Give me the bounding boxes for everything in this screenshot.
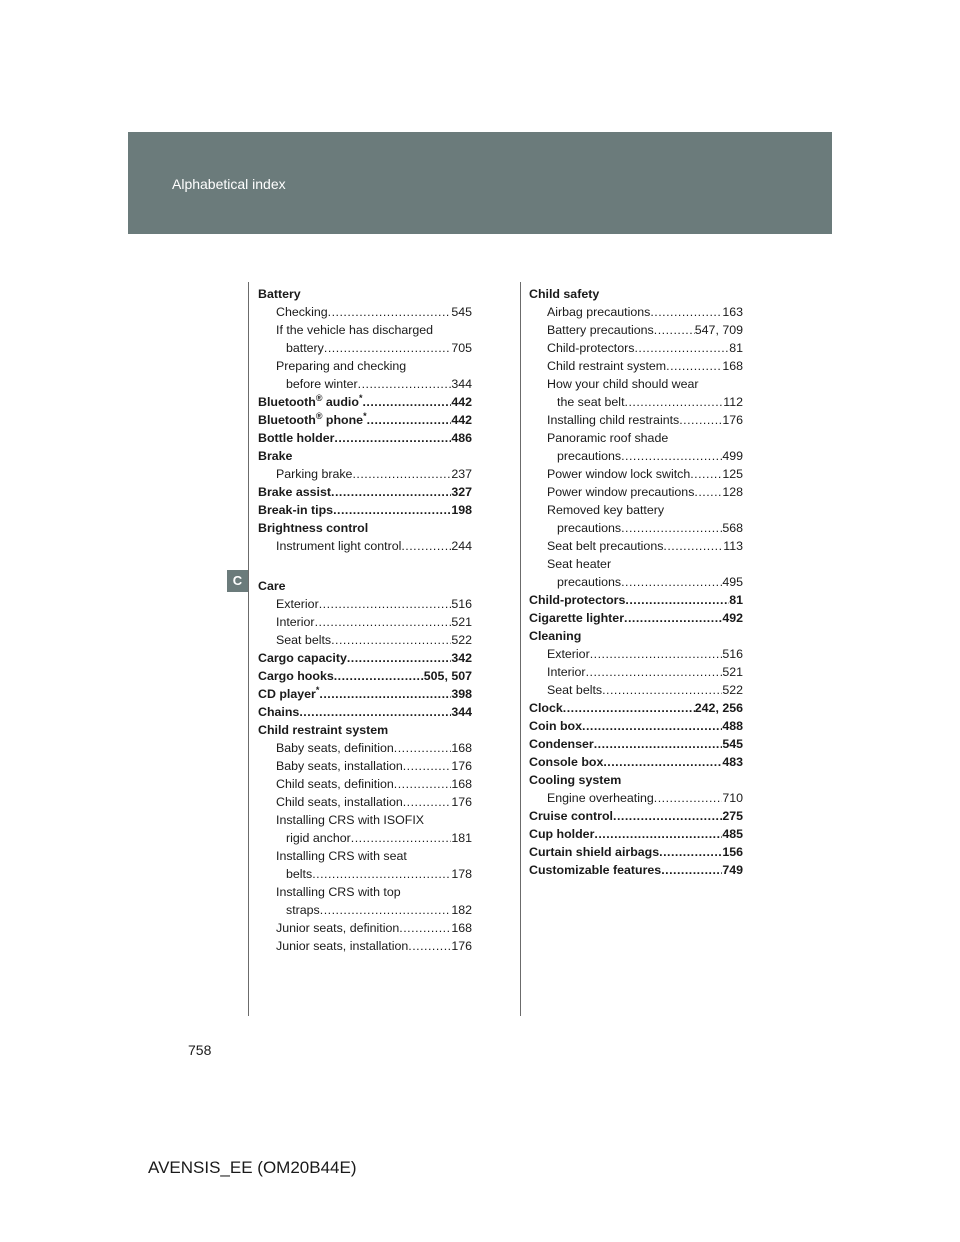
entry-label: Interior [547, 665, 586, 679]
dot-leader [334, 667, 424, 685]
entry-label: Cigarette lighter [529, 611, 625, 625]
index-subentry [258, 375, 472, 393]
entry-page[interactable]: 112 [723, 395, 743, 409]
index-subentry-text: If the vehicle has discharged [276, 323, 434, 337]
entry-page[interactable]: 749 [722, 863, 743, 877]
index-subentry [258, 465, 472, 483]
entry-page[interactable]: 181 [451, 831, 472, 845]
index-entry [529, 609, 743, 627]
dot-leader [613, 807, 722, 825]
dot-leader [331, 483, 451, 501]
dot-leader [403, 757, 452, 775]
dot-leader [331, 631, 451, 649]
index-subentry [529, 393, 743, 411]
index-subentry [258, 775, 472, 793]
entry-page[interactable]: 168 [451, 741, 472, 755]
index-subentry [258, 937, 472, 955]
index-subentry [529, 663, 743, 681]
index-subentry [529, 465, 743, 483]
index-entry [529, 825, 743, 843]
index-entry [529, 861, 743, 879]
entry-page[interactable]: 521 [722, 665, 743, 679]
dot-leader [334, 429, 451, 447]
index-entry [529, 753, 743, 771]
index-entry [529, 807, 743, 825]
dot-leader [621, 519, 722, 537]
entry-page[interactable]: 545 [722, 737, 743, 751]
index-subentry [258, 901, 472, 919]
entry-label: Child-protectors [547, 341, 635, 355]
entry-page[interactable]: 342 [451, 651, 472, 665]
index-subentry-text: Preparing and checking [276, 359, 407, 373]
dot-leader [666, 357, 722, 375]
dot-leader [654, 321, 695, 339]
entry-page[interactable]: 176 [451, 759, 472, 773]
entry-page[interactable]: 244 [451, 539, 472, 553]
entry-page[interactable]: 705 [451, 341, 472, 355]
entry-label: Baby seats, definition [276, 741, 394, 755]
index-heading: Child safety [529, 287, 600, 301]
entry-label: Parking brake [276, 467, 353, 481]
dot-leader [634, 339, 729, 357]
dot-leader [394, 775, 452, 793]
entry-label: Installing child restraints [547, 413, 680, 427]
index-entry [258, 685, 472, 703]
index-entry [258, 393, 472, 411]
entry-page[interactable]: 178 [451, 867, 472, 881]
dot-leader [582, 717, 722, 735]
entry-page[interactable]: 442 [451, 413, 472, 427]
index-subentry [258, 793, 472, 811]
index-subentry [529, 339, 743, 357]
dot-leader [663, 537, 723, 555]
index-subentry-text: Installing CRS with seat [276, 849, 407, 863]
dot-leader [602, 681, 722, 699]
dot-leader [621, 447, 722, 465]
entry-page[interactable]: 442 [451, 395, 472, 409]
index-entry [258, 483, 472, 501]
entry-page[interactable]: 398 [451, 687, 472, 701]
dot-leader [624, 609, 722, 627]
index-subentry-text: Installing CRS with ISOFIX [276, 813, 425, 827]
dot-leader [594, 735, 723, 753]
index-subentry [529, 789, 743, 807]
entry-page[interactable]: 485 [722, 827, 743, 841]
entry-label: straps [286, 903, 320, 917]
entry-page[interactable]: 81 [729, 593, 743, 607]
entry-label: Console box [529, 755, 604, 769]
entry-label: Seat belts [547, 683, 603, 697]
entry-label: Cargo hooks [258, 669, 334, 683]
index-entry [258, 429, 472, 447]
entry-label: CD player* [258, 684, 320, 701]
index-subentry-text: Removed key battery [547, 503, 665, 517]
dot-leader [328, 303, 452, 321]
entry-label: Chains [258, 705, 300, 719]
index-subentry [529, 321, 743, 339]
entry-page[interactable]: 156 [722, 845, 743, 859]
entry-page[interactable]: 344 [451, 377, 472, 391]
entry-label: Cruise control [529, 809, 613, 823]
entry-label: Exterior [547, 647, 590, 661]
index-column-left [258, 285, 472, 955]
entry-page[interactable]: 125 [722, 467, 743, 481]
dot-leader [563, 699, 695, 717]
dot-leader [367, 411, 452, 429]
index-subentry [529, 519, 743, 537]
index-subentry-text: Seat heater [547, 557, 612, 571]
index-heading: Child restraint system [258, 723, 389, 737]
entry-page[interactable]: 163 [722, 305, 743, 319]
dot-leader [358, 375, 452, 393]
entry-page[interactable]: 237 [451, 467, 472, 481]
index-subentry [258, 339, 472, 357]
entry-label: the seat belt [557, 395, 625, 409]
entry-page[interactable]: 516 [722, 647, 743, 661]
dot-leader [403, 793, 452, 811]
index-entry [258, 667, 472, 685]
dot-leader [661, 861, 722, 879]
dot-leader [590, 645, 723, 663]
dot-leader [625, 591, 729, 609]
entry-page[interactable]: 198 [451, 503, 472, 517]
entry-label: Bluetooth® audio* [258, 392, 363, 409]
index-subentry-text: How your child should wear [547, 377, 699, 391]
dot-leader [659, 843, 722, 861]
left-column-rule [248, 282, 249, 1016]
entry-page[interactable]: 505, 507 [423, 669, 472, 683]
entry-label: battery [286, 341, 324, 355]
entry-label: Seat belt precautions [547, 539, 664, 553]
page-title: Alphabetical index [172, 176, 286, 192]
header-band [128, 132, 832, 234]
dot-leader [324, 339, 451, 357]
entry-label: Junior seats, installation [276, 939, 409, 953]
index-subentry [258, 865, 472, 883]
entry-page[interactable]: 168 [451, 921, 472, 935]
entry-label: Child seats, installation [276, 795, 403, 809]
index-subentry [529, 645, 743, 663]
entry-page[interactable]: 182 [451, 903, 472, 917]
entry-page[interactable]: 495 [722, 575, 743, 589]
entry-page[interactable]: 168 [451, 777, 472, 791]
entry-label: Child seats, definition [276, 777, 394, 791]
index-entry [529, 591, 743, 609]
entry-page[interactable]: 176 [451, 939, 472, 953]
entry-label: Exterior [276, 597, 319, 611]
entry-label: Coin box [529, 719, 582, 733]
index-heading: Brake [258, 449, 293, 463]
entry-label: Cup holder [529, 827, 595, 841]
index-column-right [529, 285, 743, 879]
document-code: AVENSIS_EE (OM20B44E) [148, 1158, 357, 1177]
dot-leader [679, 411, 722, 429]
dot-leader [394, 739, 452, 757]
index-subentry [529, 303, 743, 321]
index-entry [529, 699, 743, 717]
entry-page[interactable]: 168 [722, 359, 743, 373]
entry-label: Cargo capacity [258, 651, 347, 665]
dot-leader [625, 393, 724, 411]
index-heading: Battery [258, 287, 301, 301]
dot-leader [690, 465, 722, 483]
dot-leader [299, 703, 451, 721]
index-entry [258, 703, 472, 721]
entry-page[interactable]: 545 [451, 305, 472, 319]
dot-leader [319, 595, 452, 613]
entry-label: Junior seats, definition [276, 921, 400, 935]
entry-label: Break-in tips [258, 503, 334, 517]
index-subentry [529, 357, 743, 375]
entry-label: precautions [557, 521, 622, 535]
entry-label: Brake assist [258, 485, 332, 499]
entry-page[interactable]: 522 [722, 683, 743, 697]
index-subentry [258, 613, 472, 631]
dot-leader [315, 613, 452, 631]
entry-label: before winter [286, 377, 358, 391]
index-subentry [258, 757, 472, 775]
entry-page[interactable]: 128 [722, 485, 743, 499]
entry-label: Checking [276, 305, 328, 319]
index-heading: Brightness control [258, 521, 369, 535]
index-entry [258, 649, 472, 667]
dot-leader [694, 483, 722, 501]
entry-label: belts [286, 867, 313, 881]
entry-label: Seat belts [276, 633, 332, 647]
dot-leader [312, 865, 451, 883]
index-entry [258, 501, 472, 519]
index-entry [529, 843, 743, 861]
index-subentry [258, 829, 472, 847]
dot-leader [352, 465, 451, 483]
index-entry [258, 411, 472, 429]
index-entry [529, 717, 743, 735]
entry-label: Child-protectors [529, 593, 626, 607]
entry-page[interactable]: 522 [451, 633, 472, 647]
index-subentry [258, 303, 472, 321]
entry-page[interactable]: 176 [451, 795, 472, 809]
entry-page[interactable]: 113 [723, 539, 743, 553]
entry-page[interactable]: 242, 256 [694, 701, 743, 715]
index-entry [529, 735, 743, 753]
index-subentry [258, 739, 472, 757]
entry-page[interactable]: 327 [451, 485, 472, 499]
index-subentry [529, 537, 743, 555]
section-gap [258, 555, 472, 577]
entry-page[interactable]: 521 [451, 615, 472, 629]
index-subentry-text: Installing CRS with top [276, 885, 401, 899]
entry-page[interactable]: 488 [722, 719, 743, 733]
entry-label: precautions [557, 449, 622, 463]
entry-page[interactable]: 275 [722, 809, 743, 823]
entry-page[interactable]: 710 [722, 791, 743, 805]
entry-label: Engine overheating [547, 791, 654, 805]
entry-page[interactable]: 568 [722, 521, 743, 535]
entry-page[interactable]: 81 [729, 341, 743, 355]
entry-page[interactable]: 516 [451, 597, 472, 611]
index-heading: Care [258, 579, 286, 593]
dot-leader [333, 501, 451, 519]
index-heading: Cleaning [529, 629, 582, 643]
entry-label: Baby seats, installation [276, 759, 403, 773]
dot-leader [586, 663, 723, 681]
entry-label: Power window precautions [547, 485, 695, 499]
entry-label: Curtain shield airbags [529, 845, 660, 859]
entry-label: Bottle holder [258, 431, 335, 445]
dot-leader [347, 649, 451, 667]
page-number: 758 [188, 1042, 212, 1058]
dot-leader [654, 789, 723, 807]
index-subentry [258, 631, 472, 649]
dot-leader [362, 393, 451, 411]
entry-label: Power window lock switch [547, 467, 691, 481]
entry-page[interactable]: 486 [451, 431, 472, 445]
index-subentry [529, 411, 743, 429]
entry-label: Condenser [529, 737, 594, 751]
index-heading: Cooling system [529, 773, 622, 787]
index-subentry [529, 573, 743, 591]
entry-label: rigid anchor [286, 831, 351, 845]
entry-page[interactable]: 483 [722, 755, 743, 769]
entry-page[interactable]: 547, 709 [694, 323, 743, 337]
dot-leader [320, 901, 452, 919]
index-subentry [258, 919, 472, 937]
dot-leader [401, 537, 451, 555]
entry-label: precautions [557, 575, 622, 589]
dot-leader [351, 829, 452, 847]
index-subentry [529, 447, 743, 465]
index-subentry [258, 595, 472, 613]
entry-label: Clock [529, 701, 563, 715]
entry-page[interactable]: 499 [722, 449, 743, 463]
right-column-rule [520, 282, 521, 1016]
section-tab[interactable]: C [227, 570, 248, 592]
dot-leader [650, 303, 722, 321]
dot-leader [594, 825, 722, 843]
index-subentry [258, 537, 472, 555]
dot-leader [408, 937, 451, 955]
index-subentry [529, 681, 743, 699]
entry-label: Customizable features [529, 863, 662, 877]
entry-label: Interior [276, 615, 315, 629]
entry-page[interactable]: 344 [451, 705, 472, 719]
entry-label: Bluetooth® phone* [258, 410, 367, 427]
entry-label: Battery precautions [547, 323, 654, 337]
entry-label: Instrument light control [276, 539, 402, 553]
entry-page[interactable]: 492 [722, 611, 743, 625]
index-subentry-text: Panoramic roof shade [547, 431, 669, 445]
entry-label: Airbag precautions [547, 305, 651, 319]
dot-leader [319, 685, 451, 703]
entry-page[interactable]: 176 [722, 413, 743, 427]
dot-leader [399, 919, 451, 937]
dot-leader [621, 573, 722, 591]
entry-label: Child restraint system [547, 359, 667, 373]
index-subentry [529, 483, 743, 501]
dot-leader [603, 753, 722, 771]
